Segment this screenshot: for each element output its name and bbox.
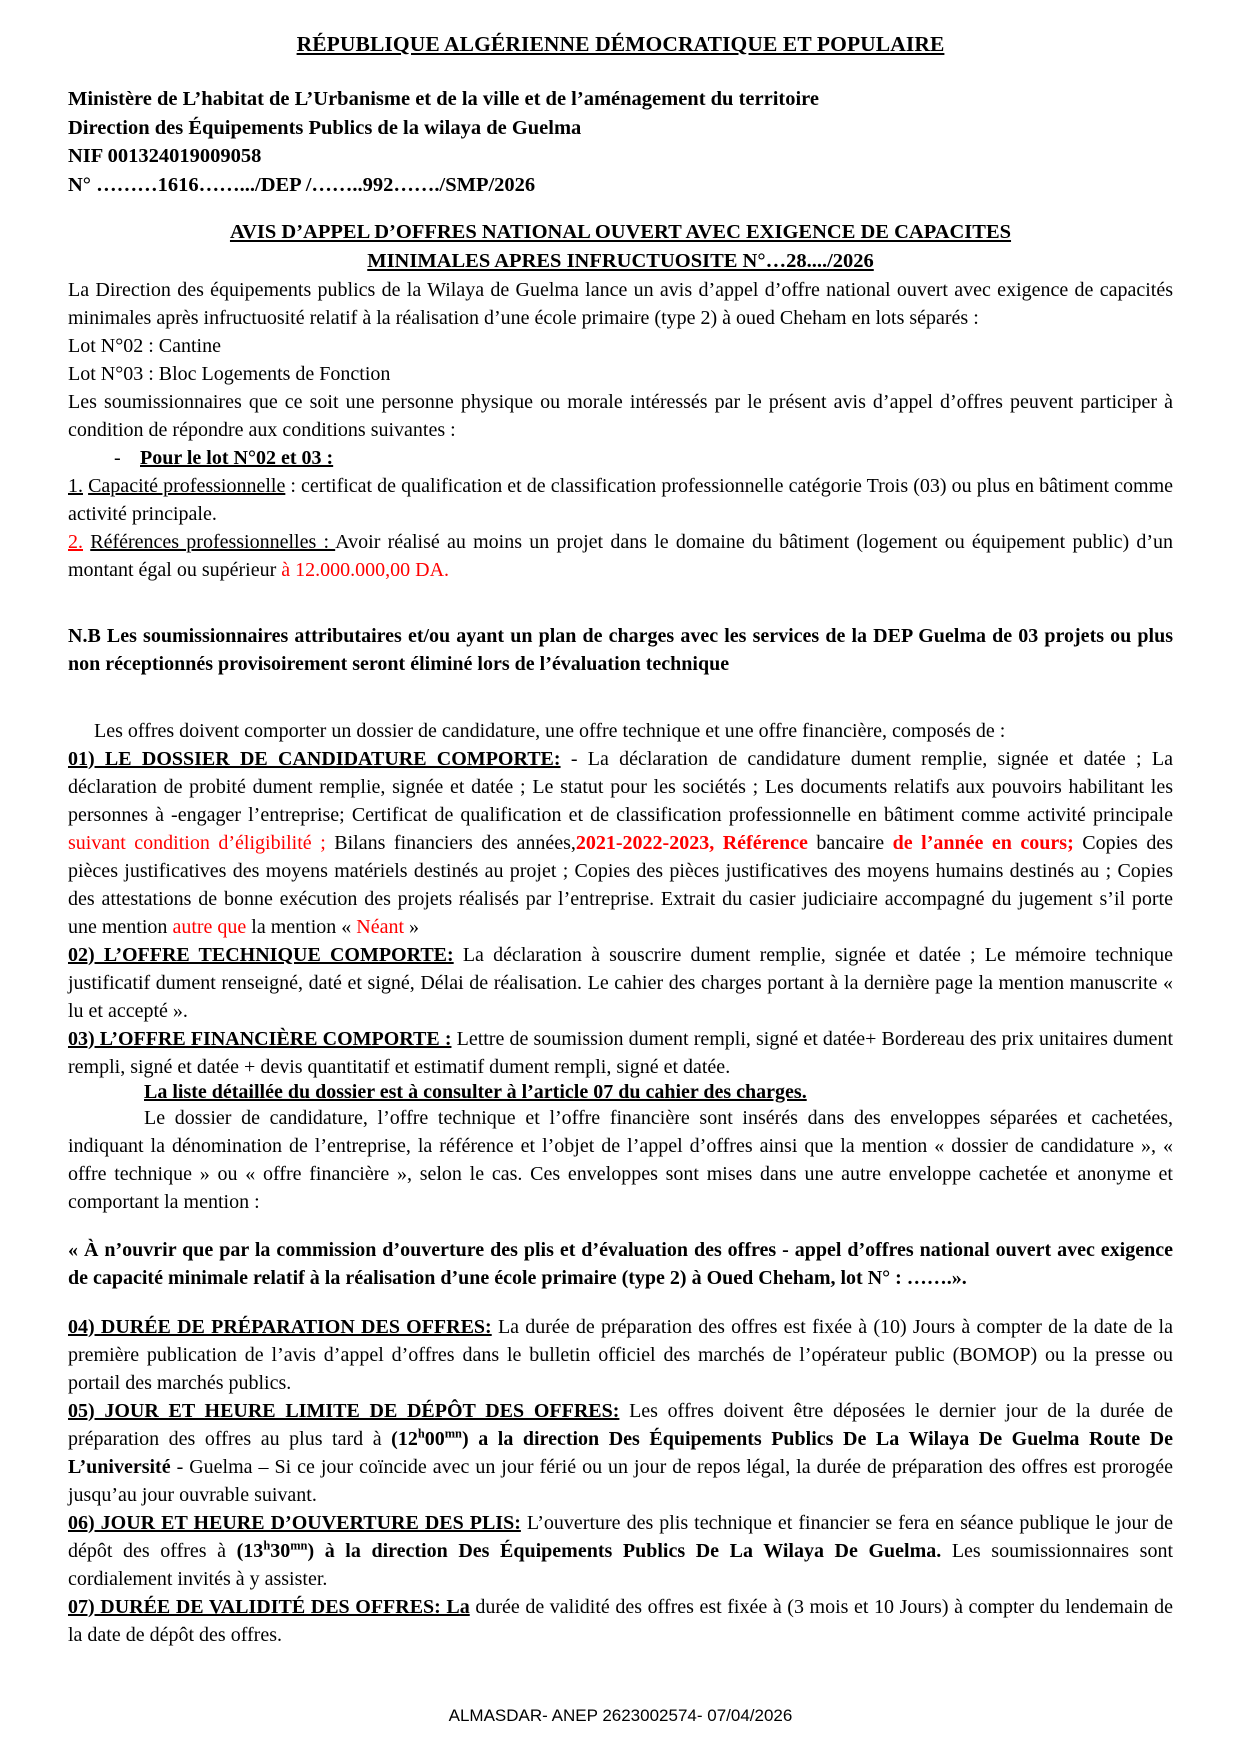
section-06 bbox=[68, 1509, 1173, 1593]
section-06-time bbox=[236, 1537, 315, 1562]
spacer bbox=[68, 57, 1173, 85]
section-01-text-5: la mention « bbox=[246, 915, 357, 938]
condition-2-label: Références professionnelles : bbox=[90, 530, 336, 553]
section-01-text-1: - La déclaration de candidature dument remplie, signée et datée ; La déclaration de probité dument remplie, signée et datée ; Le statut pour les sociétés ; Les documents relatifs aux pouvoirs habilitant les personnes à -engager l’entreprise; Certificat de qualification et de classification professionnelle en bâtiment comme activité principale bbox=[68, 747, 1173, 826]
section-02-text: La déclaration à souscrire dument remplie, signée et datée ; Le mémoire technique justificatif dument renseigné, daté et signé, Délai de réalisation. Le cahier des charges portant à la dernière page la mention manuscrite « lu et accepté ». bbox=[68, 943, 1173, 1022]
section-01-text-6: » bbox=[404, 915, 420, 938]
section-05-time-mid: 00 bbox=[424, 1427, 445, 1450]
nb-note: N.B Les soumissionnaires attributaires et/ou ayant un plan de charges avec les services de la DEP Guelma de 03 projets ou plus non réceptionnés provisoirement seront éliminé lors de l’évaluation technique bbox=[68, 624, 1173, 676]
section-01 bbox=[68, 745, 1173, 941]
section-05-time bbox=[391, 1425, 469, 1450]
section-01-text-4: Copies des pièces justificatives des moyens matériels destinés au projet ; Copies des pièces justificatives des moyens humains destinés au ; Copies des attestations de bonne exécution des projets réalisés par l’entreprise. Extrait du casier judiciaire accompagné du jugement s’il porte une mention bbox=[68, 831, 1173, 938]
section-06-text-2: Les soumissionnaires sont cordialement invités à y assister. bbox=[68, 1539, 1174, 1590]
section-05 bbox=[68, 1397, 1173, 1509]
section-01-red-current-year: de l’année en cours; bbox=[892, 831, 1074, 854]
envelopes-paragraph: Le dossier de candidature, l’offre technique et l’offre financière sont insérés dans des enveloppes séparées et cachetées, indiquant la dénomination de l’entreprise, la référence et l’objet de l’appel d’offres ainsi que la mention « dossier de candidature », « offre technique » ou « offre financière », selon le cas. Ces enveloppes sont mises dans une autre enveloppe cachetée et anonyme et comportant la mention : bbox=[68, 1106, 1173, 1213]
section-06-time-open: (13 bbox=[236, 1539, 264, 1562]
envelope-mention: « À n’ouvrir que par la commission d’ouverture des plis et d’évaluation des offres - appel d’offres national ouvert avec exigence de capacité minimale relatif à la réalisation d’une école primaire (type 2) à Oued Cheham, lot N° : …….». bbox=[68, 1238, 1173, 1290]
bullet-lot-heading bbox=[68, 444, 1173, 472]
section-03 bbox=[68, 1025, 1173, 1081]
section-04 bbox=[68, 1313, 1173, 1397]
section-02-heading: 02) L’OFFRE TECHNIQUE COMPORTE: bbox=[68, 943, 454, 966]
condition-1-label: Capacité professionnelle bbox=[88, 474, 286, 497]
offers-intro: Les offres doivent comporter un dossier de candidature, une offre technique et une offre financière, composés de : bbox=[94, 719, 1006, 742]
detailed-list-note: La liste détaillée du dossier est à consulter à l’article 07 du cahier des charges. bbox=[144, 1080, 807, 1103]
condition-2-number: 2. bbox=[68, 530, 83, 553]
section-06-heading: 06) JOUR ET HEURE D’OUVERTURE DES PLIS: bbox=[68, 1511, 521, 1534]
section-06-text-1: L’ouverture des plis technique et financier se fera en séance publique le jour de dépôt des offres à bbox=[68, 1511, 1173, 1562]
condition-2-amount: à 12.000.000,00 DA. bbox=[281, 558, 450, 581]
intro-paragraph: La Direction des équipements publics de la Wilaya de Guelma lance un avis d’appel d’offre national ouvert avec exigence de capacités minimales après infructuosité relatif à la réalisation d’une école primaire (type 2) à oued Cheham en lots séparés : bbox=[68, 278, 1173, 329]
section-06-time-sup-h: h bbox=[263, 1537, 271, 1552]
bullet-lot-heading-label: Pour le lot N°02 et 03 : bbox=[140, 446, 334, 469]
nif-line: NIF 001324019009058 bbox=[68, 145, 262, 168]
spacer bbox=[68, 584, 1173, 602]
section-05-time-sup-mn: mn bbox=[444, 1425, 462, 1440]
section-05-time-sup-h: h bbox=[417, 1425, 425, 1440]
section-01-text-3: bancaire bbox=[807, 831, 893, 854]
section-05-place: a la direction Des Équipements Publics De La Wilaya De Guelma Route De L’université bbox=[68, 1427, 1173, 1478]
direction-line: Direction des Équipements Publics de la wilaya de Guelma bbox=[68, 116, 582, 139]
condition-item-2 bbox=[68, 528, 1173, 584]
condition-1-number: 1. bbox=[68, 474, 83, 497]
section-05-text-2: - Guelma – Si ce jour coïncide avec un jour férié ou un jour de repos légal, la durée de préparation des offres est prorogée jusqu’au jour ouvrable suivant. bbox=[68, 1455, 1173, 1506]
section-07-text: durée de validité des offres est fixée à (3 mois et 10 Jours) à compter du lendemain de la date de dépôt des offres. bbox=[68, 1595, 1174, 1646]
section-03-text: Lettre de soumission dument rempli, signé et datée+ Bordereau des prix unitaires dument rempli, signé et datée + devis quantitatif et estimatif dument rempli, signé et datée. bbox=[68, 1027, 1173, 1078]
section-04-heading: 04) DURÉE DE PRÉPARATION DES OFFRES: bbox=[68, 1315, 492, 1338]
notice-title bbox=[112, 218, 1129, 276]
section-01-red-autre-que: autre que bbox=[172, 915, 247, 938]
section-01-red-years: 2021-2022-2023, Référence bbox=[575, 831, 808, 854]
section-05-time-close: ) bbox=[461, 1427, 469, 1450]
section-07-heading: 07) DURÉE DE VALIDITÉ DES OFFRES: La bbox=[68, 1595, 470, 1618]
lot-item-03: Lot N°03 : Bloc Logements de Fonction bbox=[68, 362, 391, 385]
section-06-place: à la direction Des Équipements Publics De La Wilaya De Guelma. bbox=[314, 1539, 942, 1562]
section-06-time-sup-mn: mn bbox=[290, 1537, 308, 1552]
spacer bbox=[68, 200, 1173, 218]
reference-line: N° ………1616…….../DEP /……..992……./SMP/2026 bbox=[68, 174, 536, 197]
page-title: RÉPUBLIQUE ALGÉRIENNE DÉMOCRATIQUE ET POPULAIRE bbox=[296, 32, 945, 56]
notice-title-line1: AVIS D’APPEL D’OFFRES NATIONAL OUVERT AVEC EXIGENCE DE CAPACITES bbox=[229, 220, 1012, 243]
condition-item-1 bbox=[68, 472, 1173, 528]
section-06-time-mid: 30 bbox=[270, 1539, 291, 1562]
section-07 bbox=[68, 1593, 1173, 1649]
section-01-red-neant: Néant bbox=[356, 915, 405, 938]
section-06-time-close: ) bbox=[307, 1539, 315, 1562]
dash-marker: - bbox=[114, 446, 121, 469]
lot-item-02: Lot N°02 : Cantine bbox=[68, 334, 221, 357]
section-05-time-open: (12 bbox=[391, 1427, 418, 1450]
header-block bbox=[68, 85, 1173, 200]
notice-title-line2: MINIMALES APRES INFRUCTUOSITE N°…28..../2026 bbox=[367, 249, 874, 272]
section-04-text: La durée de préparation des offres est fixée à (10) Jours à compter de la date de la première publication de l’avis d’appel d’offres dans le bulletin officiel des marchés de l’opérateur public (BOMOP) ou la presse ou portail des marchés publics. bbox=[68, 1315, 1173, 1394]
condition-1-text: : certificat de qualification et de classification professionnelle catégorie Trois (03) ou plus en bâtiment comme activité principale. bbox=[68, 474, 1174, 525]
ministry-line: Ministère de L’habitat de L’Urbanisme et de la ville et de l’aménagement du territoire bbox=[68, 88, 819, 110]
section-01-heading: 01) LE DOSSIER DE CANDIDATURE COMPORTE: bbox=[68, 747, 561, 770]
section-05-heading: 05) JOUR ET HEURE LIMITE DE DÉPÔT DES OFFRES: bbox=[68, 1399, 620, 1422]
participation-paragraph: Les soumissionnaires que ce soit une personne physique ou morale intéressés par le présent avis d’appel d’offres peuvent participer à condition de répondre aux conditions suivantes : bbox=[68, 390, 1173, 441]
condition-2-text: Avoir réalisé au moins un projet dans le domaine du bâtiment (logement ou équipement public) d’un montant égal ou supérieur bbox=[68, 530, 1173, 581]
section-01-red-eligibility: suivant condition d’éligibilité ; bbox=[68, 831, 326, 854]
section-02 bbox=[68, 941, 1173, 1025]
section-05-text-1: Les offres doivent être déposées le dernier jour de la durée de préparation des offres au plus tard à bbox=[68, 1399, 1173, 1450]
spacer bbox=[68, 699, 1173, 717]
section-01-text-2: Bilans financiers des années, bbox=[325, 831, 576, 854]
section-03-heading: 03) L’OFFRE FINANCIÈRE COMPORTE : bbox=[68, 1027, 452, 1050]
page-footer: ALMASDAR- ANEP 2623002574- 07/04/2026 bbox=[448, 1706, 793, 1725]
